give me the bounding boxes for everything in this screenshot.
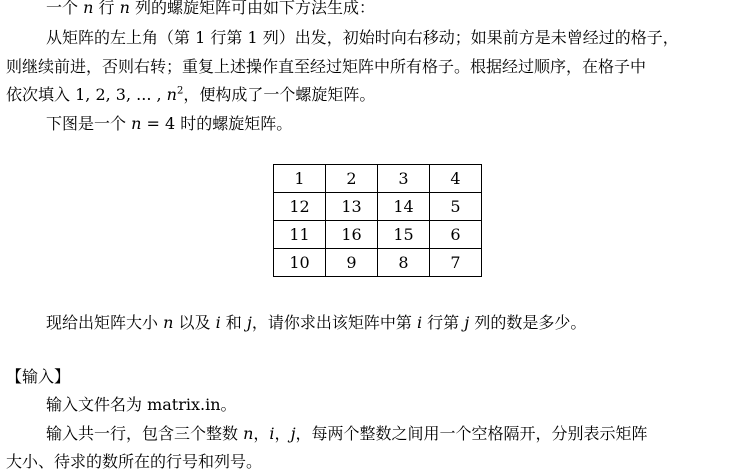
matrix-cell: 6 (430, 221, 482, 249)
intro-line-3: 则继续前进，否则右转；重复上述操作直至经过矩阵中所有格子。根据经过顺序，在格子中 (6, 57, 647, 76)
matrix-cell: 8 (378, 249, 430, 277)
spiral-matrix-table (273, 164, 482, 277)
matrix-cell: 12 (274, 193, 326, 221)
intro-text: 行 (93, 0, 120, 17)
intro-line-5 (46, 113, 292, 135)
variable-n: n (119, 0, 130, 17)
question-text: 列的数是多少。 (469, 313, 587, 332)
variable-j: j (290, 424, 296, 443)
intro-line-4 (6, 84, 375, 106)
matrix-cell: 15 (378, 221, 430, 249)
intro-text: ，便构成了一个螺旋矩阵。 (183, 85, 376, 104)
matrix-row (274, 221, 482, 249)
matrix-cell: 3 (378, 165, 430, 193)
input-text: ， (274, 424, 291, 443)
intro-text: 下图是一个 (46, 114, 132, 133)
matrix-cell: 14 (378, 193, 430, 221)
variable-i: i (215, 313, 221, 332)
matrix-cell: 7 (430, 249, 482, 277)
matrix-cell: 10 (274, 249, 326, 277)
intro-text: 依次填入 1, 2, 3, ... , (6, 85, 167, 104)
matrix-row (274, 249, 482, 277)
spiral-matrix-body (274, 165, 482, 277)
variable-j: j (246, 313, 252, 332)
variable-j: j (464, 313, 470, 332)
matrix-cell: 2 (326, 165, 378, 193)
input-text: 输入共一行，包含三个整数 (46, 424, 244, 443)
intro-text: 一个 (46, 0, 84, 17)
variable-n: n (163, 313, 174, 332)
question-text: 行第 (422, 313, 465, 332)
matrix-cell: 16 (326, 221, 378, 249)
variable-i: i (416, 313, 423, 332)
intro-line-2: 从矩阵的左上角（第 1 行第 1 列）出发，初始时向右移动；如果前方是未曾经过的格子， (46, 28, 679, 47)
variable-n: n (131, 114, 142, 133)
variable-n: n (83, 0, 94, 17)
variable-n: n (166, 85, 177, 104)
question-text: 现给出矩阵大小 (46, 313, 164, 332)
question-text: 以及 (173, 313, 216, 332)
matrix-row (274, 193, 482, 221)
intro-line-1 (46, 0, 375, 19)
matrix-cell: 9 (326, 249, 378, 277)
question-text: 和 (220, 313, 247, 332)
matrix-cell: 11 (274, 221, 326, 249)
matrix-cell: 5 (430, 193, 482, 221)
input-line-2 (46, 423, 648, 445)
intro-text: 列的螺旋矩阵可由如下方法生成： (129, 0, 375, 17)
matrix-cell: 13 (326, 193, 378, 221)
question-text: ，请你求出该矩阵中第 (251, 313, 417, 332)
input-text: ，每两个整数之间用一个空格隔开，分别表示矩阵 (295, 424, 648, 443)
input-heading: 【输入】 (6, 367, 71, 386)
matrix-cell: 1 (274, 165, 326, 193)
matrix-cell: 4 (430, 165, 482, 193)
intro-text: = 4 时的螺旋矩阵。 (141, 114, 293, 133)
variable-i: i (269, 424, 275, 443)
input-line-1: 输入文件名为 matrix.in。 (46, 395, 237, 414)
input-line-3: 大小、待求的数所在的行号和列号。 (6, 452, 263, 471)
variable-n: n (243, 424, 254, 443)
input-text: ， (253, 424, 270, 443)
matrix-row (274, 165, 482, 193)
question-line (46, 312, 586, 334)
superscript: 2 (176, 85, 184, 97)
